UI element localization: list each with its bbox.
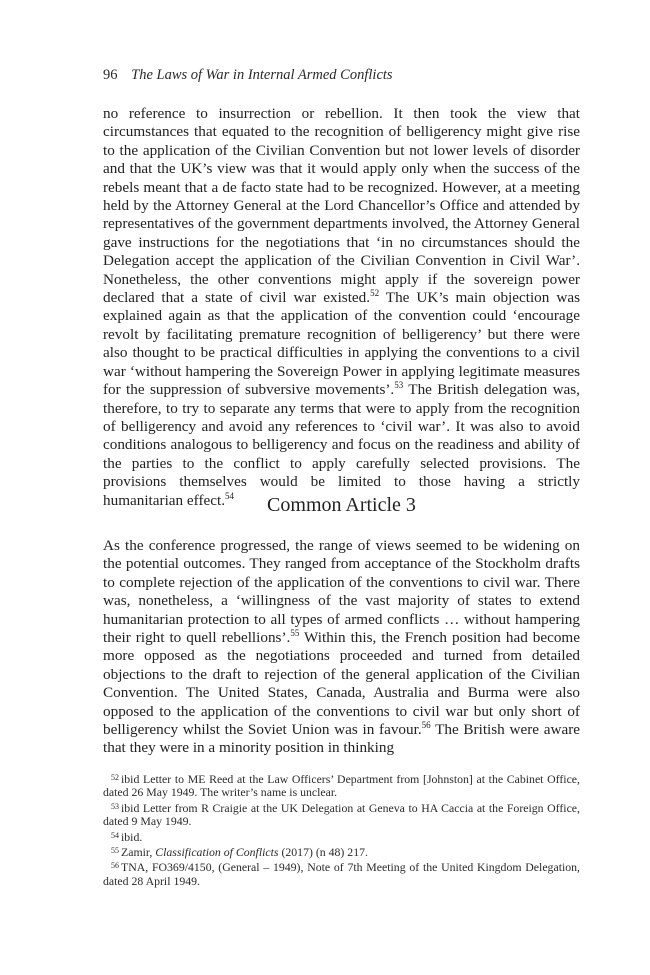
text-run: Zamir, [121,845,156,860]
body-paragraph-2 [103,537,580,758]
text-run: The British were aware that they were in a minority position in thinking [103,721,580,757]
text-run: The UK’s main objection was explained again as that the application of the convention could ‘encourage revolt by facilitating premature recognition of belligerency’ but there were also thought to be practical difficulties in applying the conventions to a civil war ‘without hampering the Sovereign Power in applying legitimate measures for the suppression of subversive movements’. [103,289,580,399]
footnote-53 [103,800,580,829]
footnote-mark: 55 [111,846,119,856]
paragraph-text [103,105,580,510]
text-run: ibid Letter from R Craigie at the UK Delegation at Geneva to HA Caccia at the Foreign Office, dated 9 May 1949. [103,800,580,829]
text-run: ibid. [121,829,143,844]
text-run: As the conference progressed, the range of views seemed to be widening on the potential outcomes. They ranged from acceptance of the Stockholm drafts to complete rejection of the application of the conventions to civil war. There was, nonetheless, a ‘willingness of the vast majority of states to extend humanitarian protection to all types of armed conflicts … without hampering their right to quell rebellions’. [103,537,580,647]
footnotes [103,771,580,888]
footnote-52 [103,771,580,800]
footnote-54 [103,829,580,844]
footnote-56 [103,859,580,888]
page-number: 96 [103,67,118,83]
body-paragraph-1 [103,105,580,510]
running-title: The Laws of War in Internal Armed Conflicts [131,67,393,83]
footnote-ref[interactable]: 56 [421,720,431,731]
italic-text: Classification of Conflicts [155,845,279,860]
footnote-mark: 52 [111,773,119,782]
text-run: no reference to insurrection or rebellion. It then took the view that circumstances that equated to the recognition of belligerency might give rise to the application of the Civilian Convention but not lower levels of disorder and that the UK’s view was that it would apply only when the success of the rebels meant that a de facto state had to be recognized. However, at a meeting held by the Attorney General at the Lord Chancellor’s Office and attended by representatives of the government departments involved, the Attorney General gave instructions for the negotiations that ‘in no circumstances should the Delegation accept the application of the Civilian Convention in Civil War’. Nonetheless, the other conventions might apply if the sovereign power declared that a state of civil war existed. [103,105,580,307]
text-run: (2017) (n 48) 217. [278,845,368,860]
running-header [103,67,393,84]
footnote-ref[interactable]: 54 [225,490,235,501]
footnote-55 [103,844,580,859]
footnote-mark: 53 [111,801,119,811]
section-heading: Common Article 3 [267,494,416,516]
footnote-mark: 56 [111,861,119,871]
footnote-ref[interactable]: 52 [370,288,380,299]
footnote-mark: 54 [111,830,119,840]
paragraph-text [103,537,580,758]
text-run: ibid Letter to ME Reed at the Law Officers’ Department from [Johnston] at the Cabinet Office, dated 26 May 1949. The writer’s name is unclear. [103,772,580,800]
text-run: TNA, FO369/4150, (General – 1949), Note of 7th Meeting of the United Kingdom Delegation, dated 28 April 1949. [103,860,580,888]
text-run: Within this, the French position had become more opposed as the negotiations proceeded and turned from detailed objections to the draft to rejection of the general application of the Civilian Convention. The United States, Canada, Australia and Burma were also opposed to the application of the conventions to civil war but only short of belligerency whilst the Soviet Union was in favour. [103,629,580,739]
footnote-ref[interactable]: 55 [290,628,300,639]
footnote-ref[interactable]: 53 [394,380,404,391]
text-run: The British delegation was, therefore, to try to separate any terms that were to apply from the recognition of belligerency and avoid any references to ‘civil war’. It was also to avoid conditions analogous to belligerency and focus on the readiness and ability of the parties to the conflict to apply carefully selected provisions. The provisions themselves would be limited to those having a strictly humanitarian effect. [103,381,580,509]
